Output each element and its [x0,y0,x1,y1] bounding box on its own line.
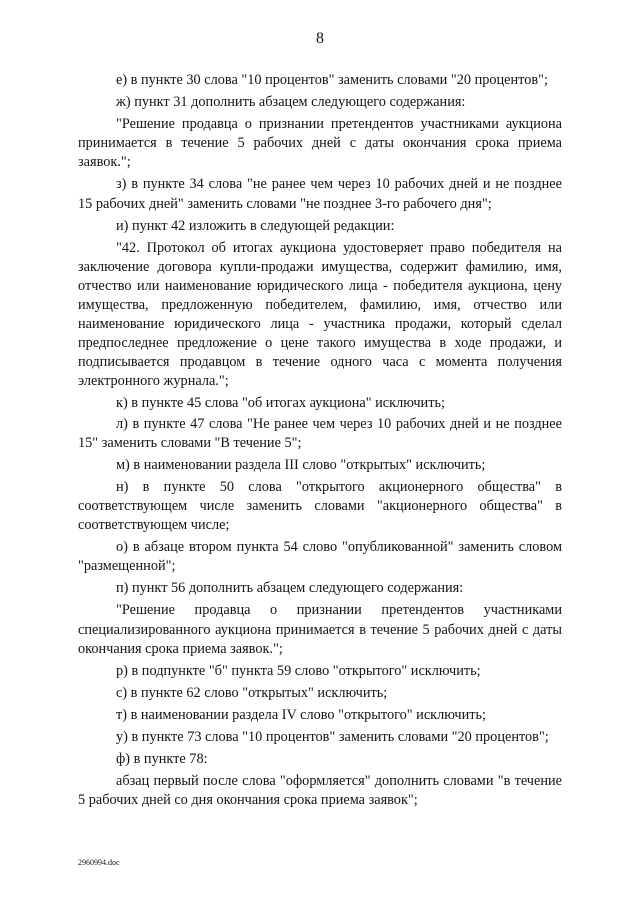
paragraph-s: с) в пункте 62 слово "открытых" исключить; [116,684,388,701]
paragraph-p-quote: "Решение продавца о признании претендентов участниками специализированного аукциона принимается в течение 5 рабочих дней с даты окончания срока приема заявок."; [78,602,562,657]
paragraph-u: у) в пункте 73 слова "10 процентов" заменить словами "20 процентов"; [116,729,549,745]
page-number: 8 [316,30,324,47]
paragraph-k: к) в пункте 45 слова "об итогах аукциона" исключить; [116,394,445,411]
paragraph-n: н) в пункте 50 слова "открытого акционерного общества" в соответствующем числе заменить словами "акционерного общества" в соответствующем числе; [78,478,562,534]
paragraph-zh: ж) пункт 31 дополнить абзацем следующего содержания: [116,94,466,111]
paragraph-f-first-abzats: абзац первый после слова "оформляется" дополнить словами "в течение 5 рабочих дней со дня окончания срока приема заявок"; [78,773,562,809]
paragraph-m: м) в наименовании раздела III слово "открытых" исключить; [116,456,486,473]
paragraph-t: т) в наименовании раздела IV слово "открытого" исключить; [116,706,486,723]
paragraph-zh-quote: "Решение продавца о признании претендентов участниками аукциона принимается в течение 5 рабочих дней с даты окончания срока приема заявок."; [78,116,562,171]
paragraph-i-quote: "42. Протокол об итогах аукциона удостоверяет право победителя на заключение договора купли-продажи имущества, содержит фамилию, имя, отчество или наименование юридического лица - победителя аукциона, цену имущества, предложенную победителем, фамилию, имя, отчество или наименование юридического лица - участника продажи, который сделал предпоследнее предложение о цене такого имущества в ходе продажи, и подписывается продавцом в течение одного часа с момента получения электронного журнала."; [78,239,562,390]
footer-filename: 2960994.doc [78,858,120,867]
paragraph-o: о) в абзаце втором пункта 54 слово "опубликованной" заменить словом "размещенной"; [78,539,562,575]
paragraph-i: и) пункт 42 изложить в следующей редакции: [116,217,395,234]
paragraph-r: р) в подпункте "б" пункта 59 слово "открытого" исключить; [116,662,481,679]
paragraph-e: е) в пункте 30 слова "10 процентов" заменить словами "20 процентов"; [116,72,548,88]
document-body [78,71,562,813]
paragraph-f: ф) в пункте 78: [116,751,208,768]
paragraph-p: п) пункт 56 дополнить абзацем следующего содержания: [116,580,464,597]
paragraph-z: з) в пункте 34 слова "не ранее чем через 10 рабочих дней и не позднее 15 рабочих дней" заменить словами "не позднее 3-го рабочего дня"; [78,176,562,212]
paragraph-l: л) в пункте 47 слова "Не ранее чем через 10 рабочих дней и не позднее 15" заменить словами "В течение 5"; [78,415,562,451]
